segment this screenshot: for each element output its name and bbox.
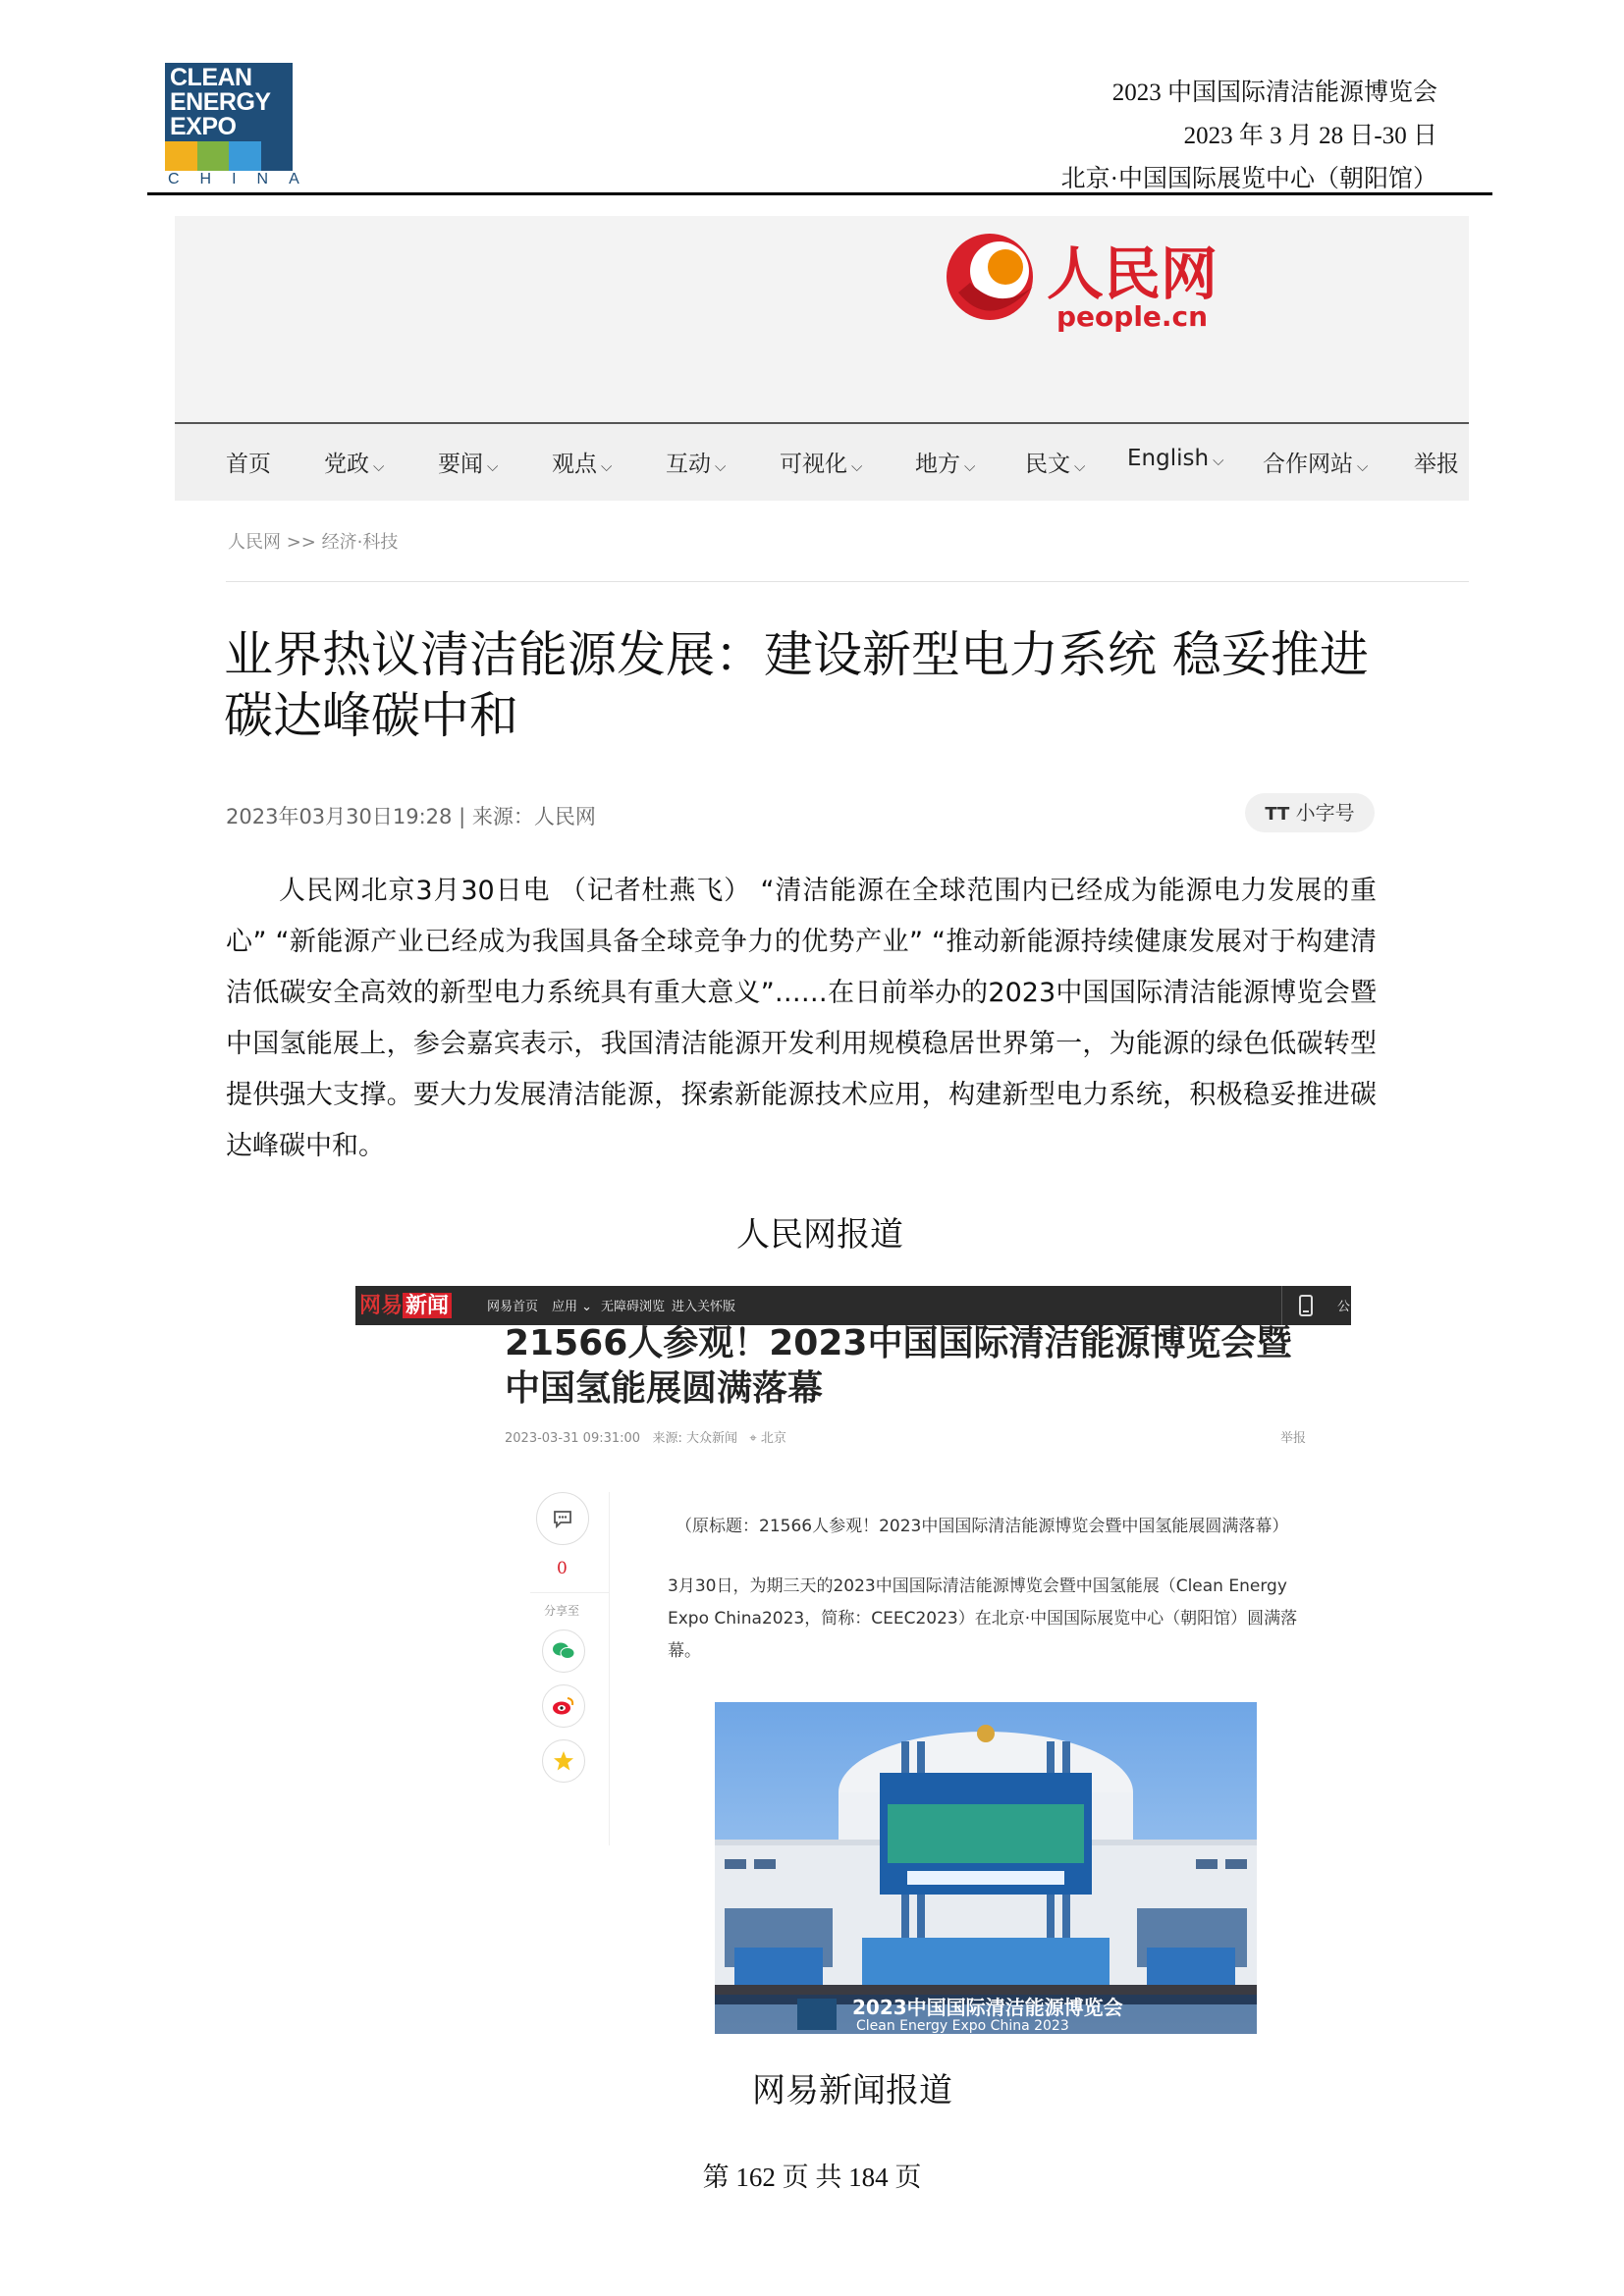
expo-venue-photo xyxy=(715,1702,1257,2034)
share-weibo-button[interactable] xyxy=(542,1684,585,1728)
nav-item-opinion[interactable]: 观点 ⌵ xyxy=(552,452,613,477)
netease-menu-care[interactable]: 进入关怀版 xyxy=(672,1300,736,1314)
netease-meta-source: 来源: 大众新闻 xyxy=(652,1431,737,1446)
netease-topbar-edge: 公 xyxy=(1337,1300,1351,1314)
chevron-down-icon: ⌵ xyxy=(373,457,385,475)
breadcrumb-divider xyxy=(226,581,1469,582)
font-size-label: 小字号 xyxy=(1295,801,1355,825)
netease-paragraph: 3月30日，为期三天的2023中国国际清洁能源博览会暨中国氢能展（Clean Energy Expo China2023，简称：CEEC2023）在北京·中国国际展览中心（朝阳馆）圆满落幕。 xyxy=(668,1576,1298,1661)
netease-article-meta xyxy=(505,1427,786,1446)
font-size-icon: TT xyxy=(1265,804,1290,825)
netease-topbar xyxy=(355,1286,1351,1325)
share-wechat-button[interactable] xyxy=(542,1629,585,1673)
comment-count: 0 xyxy=(557,1559,568,1578)
people-banner xyxy=(175,216,1469,422)
nav-item-local[interactable]: 地方 ⌵ xyxy=(915,452,976,477)
people-logo[interactable] xyxy=(941,224,1235,342)
venue-building-image xyxy=(715,1702,1257,2034)
netease-article-title: 21566人参观！2023中国国际清洁能源博览会暨中国氢能展圆满落幕 xyxy=(505,1323,1292,1409)
header-rule xyxy=(147,192,1492,195)
share-label: 分享至 xyxy=(544,1604,580,1618)
logo-line-2: ENERGY xyxy=(170,88,271,116)
people-logo-text: 人民网 xyxy=(1047,240,1218,307)
share-qzone-button[interactable] xyxy=(542,1739,585,1783)
location-pin-icon: ⌖ xyxy=(749,1431,757,1446)
logo-country: CHINA xyxy=(168,171,320,187)
font-size-button[interactable] xyxy=(1245,793,1375,832)
people-nav xyxy=(175,422,1469,501)
article-body: 人民网北京3月30日电 （记者杜燕飞） “清洁能源在全球范围内已经成为能源电力发展的重心” “新能源产业已经成为我国具备全球竞争力的优势产业” “推动新能源持续健康发展对于构建清洁低碳安全高效的新型电力系统具有重大意义”……在日前举办的2023中国国际清洁能源博览会暨中国氢能展上，参会嘉宾表示，我国清洁能源开发利用规模稳居世界第一，为能源的绿色低碳转型提供强大支撑。要大力发展清洁能源，探索新能源技术应用，构建新型电力系统，积极稳妥推进碳达峰碳中和。 xyxy=(226,876,1377,1161)
mobile-icon[interactable] xyxy=(1294,1294,1318,1317)
nav-item-interact[interactable]: 互动 ⌵ xyxy=(666,452,727,477)
weibo-icon xyxy=(552,1696,575,1716)
people-caption: 人民网报道 xyxy=(736,1215,903,1255)
sidebar-divider xyxy=(530,1592,609,1593)
chevron-down-icon: ⌵ xyxy=(1213,452,1224,469)
event-venue: 北京·中国国际展览中心（朝阳馆） xyxy=(1060,166,1437,192)
netease-share-sidebar xyxy=(530,1492,610,1845)
nav-item-party[interactable]: 党政 ⌵ xyxy=(324,452,385,477)
chevron-down-icon: ⌵ xyxy=(851,457,863,475)
nav-item-english[interactable]: English ⌵ xyxy=(1127,446,1224,471)
expo-logo xyxy=(165,63,320,188)
chevron-down-icon: ⌵ xyxy=(1357,457,1369,475)
netease-original-title: （原标题：21566人参观！2023中国国际清洁能源博览会暨中国氢能展圆满落幕） xyxy=(676,1517,1289,1536)
article-title: 业界热议清洁能源发展：建设新型电力系统 稳妥推进碳达峰碳中和 xyxy=(224,626,1369,744)
chevron-down-icon: ⌵ xyxy=(1074,457,1086,475)
comment-icon xyxy=(552,1508,573,1529)
netease-report-link[interactable]: 举报 xyxy=(1280,1431,1307,1446)
netease-menu-apps[interactable]: 应用 ⌄ xyxy=(552,1300,593,1314)
chevron-down-icon: ⌵ xyxy=(487,457,499,475)
breadcrumb[interactable]: 人民网 >> 经济·科技 xyxy=(228,532,399,553)
netease-meta-location: 北京 xyxy=(760,1431,786,1446)
event-dates: 2023 年 3 月 28 日-30 日 xyxy=(1183,123,1437,149)
netease-menu-home[interactable]: 网易首页 xyxy=(487,1300,539,1314)
comment-button[interactable] xyxy=(536,1492,589,1545)
photo-banner-en: Clean Energy Expo China 2023 xyxy=(856,2018,1069,2034)
netease-topbar-right xyxy=(1281,1286,1351,1325)
netease-menu-accessible[interactable]: 无障碍浏览 xyxy=(601,1300,666,1314)
logo-line-3: EXPO xyxy=(170,113,237,140)
chevron-down-icon: ⌵ xyxy=(715,457,727,475)
nav-item-visual[interactable]: 可视化 ⌵ xyxy=(780,452,863,477)
photo-banner-cn: 2023中国国际清洁能源博览会 xyxy=(852,1996,1123,2019)
netease-caption: 网易新闻报道 xyxy=(752,2071,952,2110)
netease-meta-date: 2023-03-31 09:31:00 xyxy=(505,1431,641,1446)
nav-item-partners[interactable]: 合作网站 ⌵ xyxy=(1263,452,1369,477)
logo-line-1: CLEAN xyxy=(170,64,252,91)
chevron-down-icon: ⌵ xyxy=(601,457,613,475)
netease-logo[interactable]: 网易 新闻 xyxy=(359,1290,452,1321)
nav-item-news[interactable]: 要闻 ⌵ xyxy=(438,452,499,477)
star-icon xyxy=(553,1750,574,1772)
page-number: 第 162 页 共 184 页 xyxy=(702,2163,922,2192)
nav-item-ethnic[interactable]: 民文 ⌵ xyxy=(1025,452,1086,477)
nav-item-report[interactable]: 举报 xyxy=(1414,452,1459,477)
chevron-down-icon: ⌵ xyxy=(964,457,976,475)
event-name: 2023 中国国际清洁能源博览会 xyxy=(1111,80,1437,106)
wechat-icon xyxy=(552,1641,575,1661)
nav-item-home[interactable]: 首页 xyxy=(226,452,271,477)
article-meta: 2023年03月30日19:28 | 来源：人民网 xyxy=(226,805,596,828)
logo-color-strip xyxy=(165,141,293,171)
people-logo-domain: people.cn xyxy=(1056,300,1209,333)
